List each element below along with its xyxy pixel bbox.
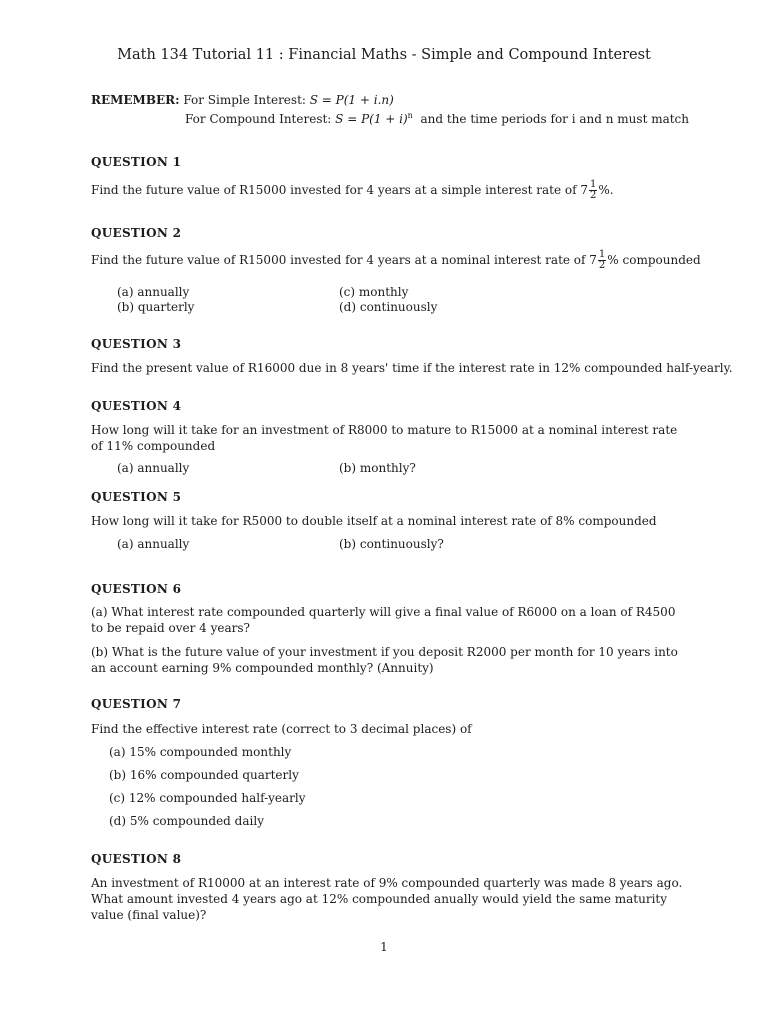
option-item: (a) annually: [117, 461, 190, 475]
compound-interest-note: and the time periods for i and n must match: [420, 112, 690, 126]
remember-simple-line: [91, 92, 394, 108]
simple-interest-formula: S = P(1 + i.n): [309, 93, 394, 107]
option-item: (c) monthly: [339, 285, 409, 299]
question-8-heading: QUESTION 8: [91, 852, 182, 866]
question-2-body: Find the future value of R15000 invested for 4 years at a nominal interest rate of 7: [91, 253, 597, 267]
fraction-half: [598, 250, 606, 271]
fraction-numerator: 1: [590, 179, 597, 190]
compound-exponent: n: [407, 111, 413, 120]
question-5-heading: QUESTION 5: [91, 490, 182, 504]
option-item: (d) 5% compounded daily: [109, 814, 264, 828]
page-title: Math 134 Tutorial 11 : Financial Maths - Simple and Compound Interest: [117, 47, 651, 63]
compound-interest-formula: S = P(1 + i): [335, 112, 408, 126]
simple-interest-prefix: For Simple Interest:: [183, 93, 310, 107]
question-2-text: [91, 250, 701, 271]
option-item: (a) 15% compounded monthly: [109, 745, 292, 759]
question-4-text: How long will it take for an investment of R8000 to mature to R15000 at a nominal interest rate of 11% compounded: [91, 423, 678, 453]
fraction-denominator: 2: [590, 190, 597, 201]
option-item: (d) continuously: [339, 300, 438, 314]
page-number: 1: [380, 940, 388, 954]
option-item: (b) 16% compounded quarterly: [109, 768, 299, 782]
option-item: (b) continuously?: [339, 537, 444, 551]
question-8-text: An investment of R10000 at an interest rate of 9% compounded quarterly was made 8 years ago. What amount invested 4 years ago at 12% compounded anually would yield the same maturity value (final value)?: [91, 876, 683, 922]
question-6-part-a: (a) What interest rate compounded quarterly will give a final value of R6000 on a loan of R4500 to be repaid over 4 years?: [91, 605, 676, 635]
fraction-half: [589, 180, 597, 201]
question-7-text: Find the effective interest rate (correct to 3 decimal places) of: [91, 722, 472, 736]
option-item: (c) 12% compounded half-yearly: [109, 791, 306, 805]
question-7-heading: QUESTION 7: [91, 697, 182, 711]
fraction-denominator: 2: [598, 260, 606, 271]
compound-interest-prefix: For Compound Interest:: [185, 112, 336, 126]
question-1-text: [91, 180, 614, 201]
remember-compound-line: [185, 108, 689, 127]
question-2-heading: QUESTION 2: [91, 226, 182, 240]
question-2-end: % compounded: [607, 253, 701, 267]
option-item: (a) annually: [117, 285, 190, 299]
option-item: (a) annually: [117, 537, 190, 551]
option-item: (b) monthly?: [339, 461, 416, 475]
question-1-heading: QUESTION 1: [91, 155, 182, 169]
question-4-heading: QUESTION 4: [91, 399, 182, 413]
question-1-end: %.: [598, 183, 614, 197]
question-5-text: How long will it take for R5000 to double itself at a nominal interest rate of 8% compounded: [91, 514, 657, 528]
question-3-text: Find the present value of R16000 due in 8 years' time if the interest rate in 12% compounded half-yearly.: [91, 361, 733, 375]
fraction-numerator: 1: [598, 249, 606, 260]
question-1-body: Find the future value of R15000 invested for 4 years at a simple interest rate of 7: [91, 183, 589, 197]
remember-label: REMEMBER:: [91, 93, 180, 107]
question-6-heading: QUESTION 6: [91, 582, 182, 596]
option-item: (b) quarterly: [117, 300, 195, 314]
question-3-heading: QUESTION 3: [91, 337, 182, 351]
question-6-part-b: (b) What is the future value of your investment if you deposit R2000 per month for 10 years into an account earning 9% compounded monthly? (Annuity): [91, 645, 678, 675]
